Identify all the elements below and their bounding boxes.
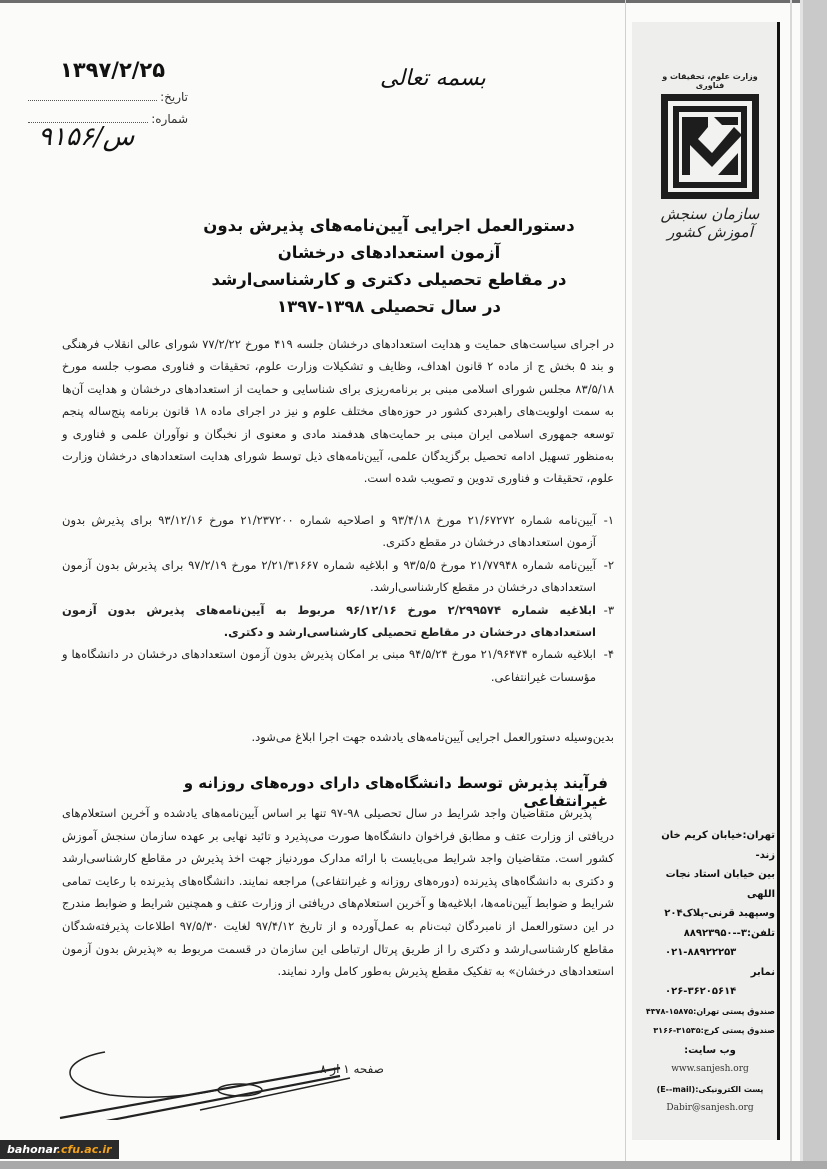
list-item bbox=[62, 554, 614, 599]
organization-name: سازمان سنجش آموزش کشور bbox=[660, 205, 760, 241]
logo-emblem-icon bbox=[672, 105, 748, 189]
email-label: پست الکترونیکی:(E--mail) bbox=[656, 1084, 764, 1094]
signature-icon bbox=[50, 1040, 370, 1120]
ministry-name: وزارت علوم، تحقیقات و فناوری bbox=[662, 72, 758, 90]
watermark-part-2: .cfu.ac.ir bbox=[56, 1143, 112, 1156]
site-watermark bbox=[0, 1140, 119, 1159]
fax-number-1: ۰۲۱-۸۸۹۲۲۲۵۳ bbox=[665, 947, 737, 958]
title-line-3: در سال تحصیلی ۱۳۹۸-۱۳۹۷ bbox=[277, 297, 501, 316]
fax-number-2: ۰۲۶-۳۶۲۰۵۶۱۴ bbox=[665, 986, 737, 997]
po-box-karaj: صندوق پستی کرج:۳۱۵۳۵-۳۱۶۶ bbox=[653, 1026, 775, 1035]
handwritten-date: ۱۳۹۷/۲/۲۵ bbox=[60, 58, 166, 82]
list-item-number: ۲- bbox=[603, 557, 614, 572]
letterhead-logo bbox=[650, 72, 770, 241]
page-number: صفحه ۱ از ۸ bbox=[320, 1062, 384, 1076]
scan-edge-strip bbox=[790, 0, 792, 1169]
list-item-number: ۱- bbox=[603, 513, 614, 527]
regulation-list bbox=[62, 509, 614, 688]
list-item bbox=[62, 643, 614, 688]
list-item-text: ابلاغیه شماره ۲/۲۹۹۵۷۴ مورخ ۹۶/۱۲/۱۶ مربوط به آیین‌نامه‌های پذیرش بدون آزمون استعدادهای درخشان در مقاطع تحصیلی کارشناسی‌ارشد و دکتری. bbox=[62, 602, 596, 640]
website-link[interactable]: www.sanjesh.org bbox=[671, 1064, 749, 1074]
date-field bbox=[28, 90, 188, 104]
handwritten-number: ۹۱۵۶/س bbox=[38, 122, 135, 152]
section-heading: فرآیند پذیرش توسط دانشگاه‌های دارای دوره‌های روزانه و غیرانتفاعی bbox=[183, 774, 608, 810]
document-title bbox=[180, 212, 598, 320]
address-line-3: وسپهبد قرنی-پلاک۲۰۴ bbox=[664, 908, 775, 919]
date-dotted-line bbox=[28, 91, 157, 101]
list-item-number: ۴- bbox=[603, 647, 614, 662]
list-item bbox=[62, 509, 614, 554]
list-item-text: آیین‌نامه شماره ۲۱/۷۷۹۴۸ مورخ ۹۳/۵/۵ و ابلاغیه شماره ۲/۲۱/۳۱۶۶۷ مورخ ۹۷/۲/۱۹ برای پذیرش بدون آزمون استعدادهای درخشان در مقطع کارشناسی‌ارشد. bbox=[62, 557, 596, 595]
list-item bbox=[62, 599, 614, 644]
bismillah-heading: بسمه تعالی bbox=[380, 66, 486, 91]
address-line-2: بین خیابان استاد نجات اللهی bbox=[665, 869, 775, 900]
address-line-1: تهران:خیابان کریم خان زند- bbox=[661, 830, 775, 861]
title-line-2: در مقاطع تحصیلی دکتری و کارشناسی‌ارشد bbox=[211, 270, 567, 289]
po-box-tehran: صندوق پستی تهران:۱۵۸۷۵-۴۳۷۸ bbox=[645, 1006, 775, 1016]
sanjesh-logo-icon bbox=[661, 94, 759, 199]
phone-number: تلفن:۳--۸۸۹۲۳۹۵۰ bbox=[683, 927, 775, 939]
email-link[interactable]: Dabir@sanjesh.org bbox=[666, 1103, 754, 1113]
date-label: تاریخ: bbox=[160, 90, 188, 104]
scan-top-edge bbox=[0, 0, 827, 3]
website-label: وب سایت: bbox=[684, 1044, 736, 1056]
section-paragraph: پذیرش متقاضیان واجد شرایط در سال تحصیلی ۹۸-۹۷ تنها بر اساس آیین‌نامه‌های یادشده و آخرین استعلام‌های دریافتی از وزارت عتف و مطابق فراخوان دانشگاه‌ها صورت می‌پذیرد و تائید نهایی بر عهده سازمان سنجش آموزش کشور است. متقاضیان واجد شرایط می‌بایست با ارائه مدارک موردنیاز جهت اخذ پذیرش در مقاطع کارشناسی‌ارشد و دکتری به دانشگاه‌های پذیرنده (دوره‌های روزانه و غیرانتفاعی) مراجعه نمایند. دانشگاه‌های پذیرنده با رعایت تمامی شرایط و ضوابط آیین‌نامه‌ها، ابلاغیه‌ها و آخرین استعلام‌های دریافتی از وزارت عتف و همچنین شرایط و ضوابط مندرج در این دستورالعمل از نامبردگان ثبت‌نام به عمل‌آورده و از تاریخ ۹۷/۴/۱۲ لغایت ۹۷/۵/۳۰ اطلاعات پذیرفته‌شدگان مقاطع کارشناسی‌ارشد و دکتری را از طریق پرتال ارتباطی این سازمان در قسمت مربوط به «پذیرش بدون آزمون استعدادهای درخشان» به تفکیک مقطع پذیرش به‌طور کامل وارد نمایند. bbox=[62, 806, 614, 979]
intro-paragraph: در اجرای سیاست‌های حمایت و هدایت استعدادهای درخشان جلسه ۴۱۹ مورخ ۷۷/۲/۲۲ شورای عالی انقلاب فرهنگی و بند ۵ بخش ج از ماده ۲ قانون اهداف، وظایف و تشکیلات وزارت علوم، تحقیقات و فناوری مصوب جلسه مورخ ۸۳/۵/۱۸ مجلس شورای اسلامی مبنی بر برنامه‌ریزی برای شناسایی و حمایت از استعدادهای درخشان و هدایت آن‌ها به سمت اولویت‌های راهبردی کشور در حوزه‌های مختلف علوم و نیز در اجرای ماده ۱۸ قانون برنامه پنج‌ساله پنجم توسعه جمهوری اسلامی ایران مبنی بر حمایت‌های هدفمند مادی و معنوی از نخبگان و نوآوران علمی و فناوری و به‌منظور تسهیل ادامه تحصیل برگزیدگان علمی، آیین‌نامه‌های ذیل توسط شورای هدایت استعدادهای درخشان وزارت علوم، تحقیقات و فناوری تدوین و تصویب شده است. bbox=[62, 337, 615, 486]
letter-meta bbox=[28, 58, 188, 152]
list-item-text: ابلاغیه شماره ۲۱/۹۶۴۷۴ مورخ ۹۴/۵/۲۴ مبنی بر امکان پذیرش بدون آزمون استعدادهای درخشان در دانشگاه‌ها و مؤسسات غیرانتفاعی. bbox=[62, 647, 596, 684]
closing-line: بدین‌وسیله دستورالعمل اجرایی آیین‌نامه‌های یادشده جهت اجرا ابلاغ می‌شود. bbox=[251, 730, 614, 744]
scan-fold-line bbox=[625, 0, 626, 1169]
scan-right-margin bbox=[803, 0, 827, 1169]
scan-bottom-edge bbox=[0, 1161, 827, 1169]
number-label: شماره: bbox=[151, 112, 188, 126]
list-item-text: آیین‌نامه شماره ۲۱/۶۷۲۷۲ مورخ ۹۳/۴/۱۸ و اصلاحیه شماره ۲۱/۲۳۷۲۰۰ مورخ ۹۳/۱۲/۱۶ برای پذیرش بدون آزمون استعدادهای درخشان در مقطع دکتری. bbox=[62, 513, 597, 550]
watermark-part-1: bahonar bbox=[7, 1143, 57, 1156]
title-line-1: دستورالعمل اجرایی آیین‌نامه‌های پذیرش بدون آزمون استعدادهای درخشان bbox=[203, 216, 575, 262]
contact-info bbox=[645, 826, 775, 1119]
list-item-number: ۳- bbox=[603, 602, 614, 617]
fax-label: نمابر bbox=[750, 966, 775, 978]
